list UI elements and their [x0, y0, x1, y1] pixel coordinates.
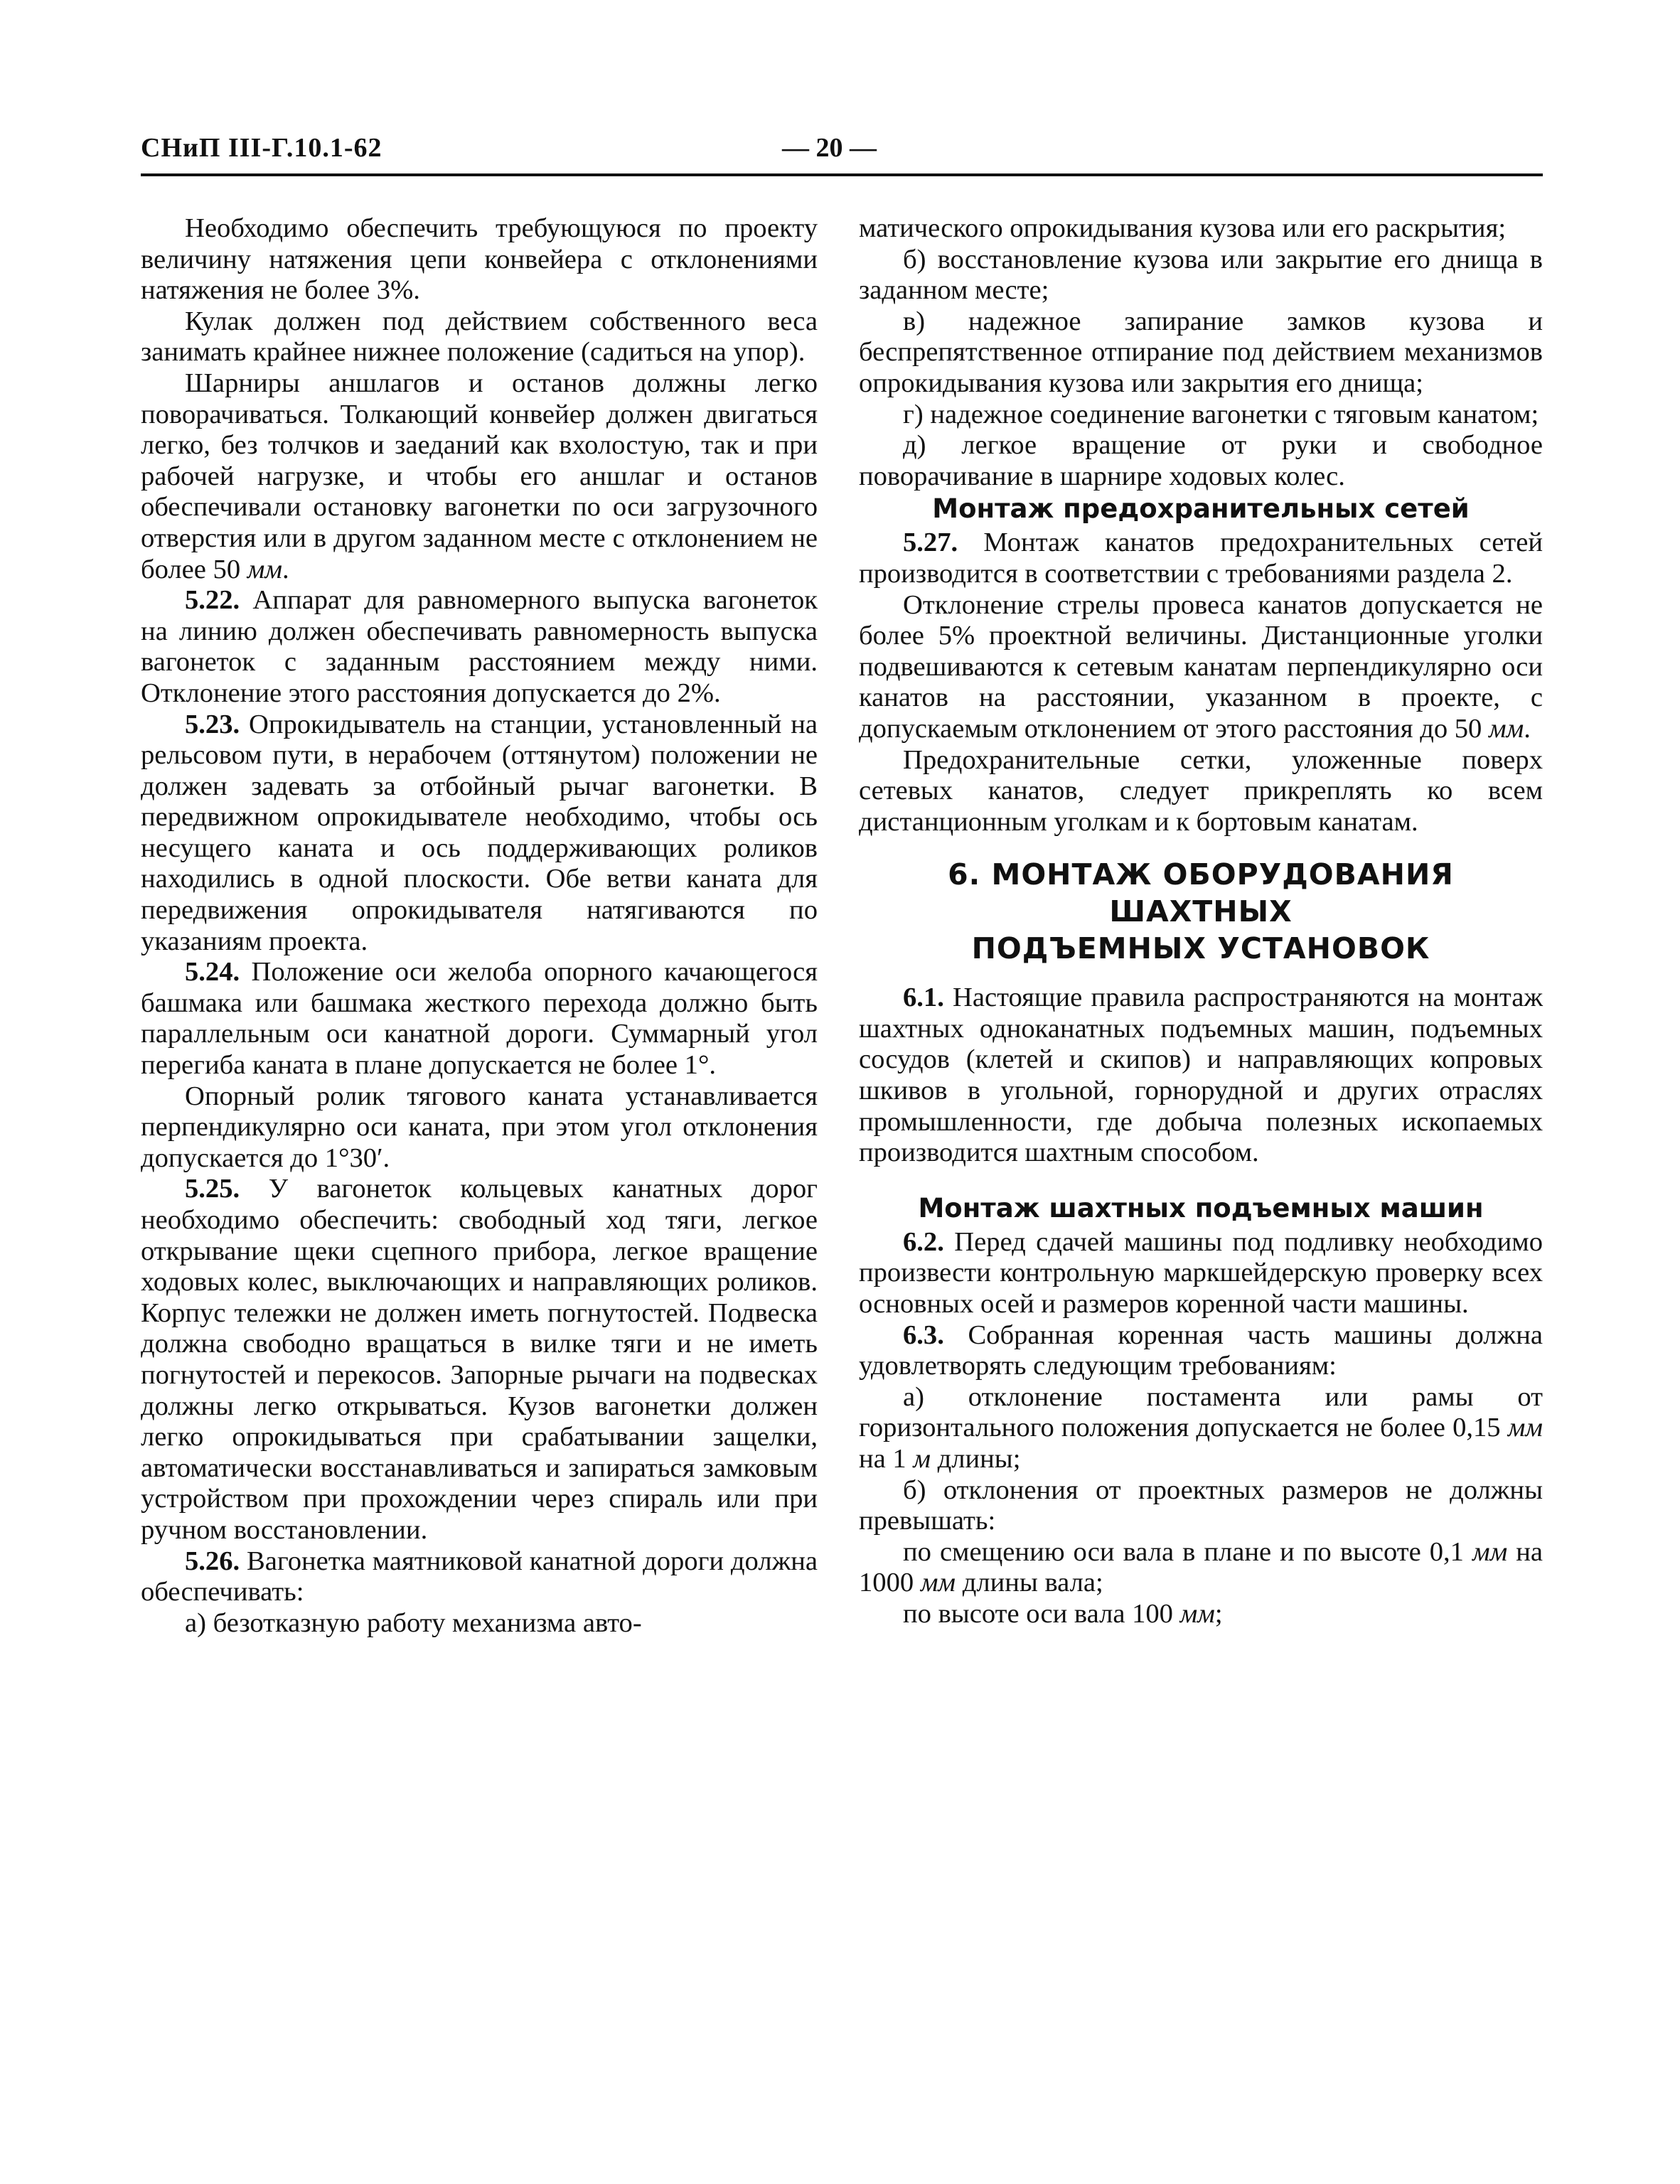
list-item-g: г) надежное соединение вагонетки с тяговым канатом; — [903, 399, 1539, 429]
paragraph-sag: Отклонение стрелы провеса канатов допускается не более 5% проектной величины. Дистанционные уголки подвешиваются к сетевым канатам перпендикулярно оси канатов на расстоянии, указанном в проекте, с допускаемым отклонением от этого расстояния до 50 мм. — [859, 589, 1543, 744]
clause-6-2: 6.2. Перед сдачей машины под подливку необходимо произвести контрольную маркшейдерскую проверку всех основных осей и размеров коренной части машины. — [859, 1226, 1543, 1320]
header-rule — [141, 173, 1543, 176]
clause-5-24: 5.24. Положение оси желоба опорного качающегося башмака или башмака жесткого перехода должно быть параллельным оси канатной дороги. Суммарный угол перегиба каната в плане допускается не более 1°. — [141, 957, 818, 1081]
list-item-d: д) легкое вращение от руки и свободное поворачивание в шарнире ходовых колес. — [859, 430, 1543, 491]
list-item-a: а) безотказную работу механизма авто- — [185, 1607, 642, 1638]
clause-5-25: 5.25. У вагонеток кольцевых канатных дорог необходимо обеспечить: свободный ход тяги, легкое открывание щеки сцепного прибора, легкое вращение ходовых колес, выключающих и направляющих роликов. Корпус тележки не должен иметь погнутостей. Подвеска должна свободно вращаться в вилке тяги и не иметь погнутостей и перекосов. Запорные рычаги на подвесках должны легко открываться. Кузов вагонетки должен легко опрокидываться при срабатывании защелки, автоматически восстанавливаться и запираться замковым устройством при прохождении через спираль или при ручном восстановлении. — [141, 1174, 818, 1545]
clause-number: 6.1. — [903, 983, 944, 1013]
paragraph-support-roller: Опорный ролик тягового каната устанавливается перпендикулярно оси каната, при этом угол отклонения допускается до 1°30′. — [141, 1081, 818, 1173]
clause-5-23: 5.23. Опрокидыватель на станции, установленный на рельсовом пути, в нерабочем (оттянутом) положении не должен задевать за отбойный рычаг вагонетки. В передвижном опрокидывателе необходимо, чтобы ось несущего каната и ось поддерживающих роликов находились в одной плоскости. Обе ветви каната для передвижения опрокидывателя натягиваются по указаниям проекта. — [141, 709, 818, 956]
subheading-hoisting-machines: Монтаж шахтных подъемных машин — [918, 1192, 1484, 1224]
unit-mm: мм — [247, 554, 283, 584]
clause-5-27: 5.27. Монтаж канатов предохранительных сетей производится в соответствии с требованиями раздела 2. — [859, 528, 1543, 589]
unit-mm: мм — [1472, 1536, 1508, 1567]
paragraph-cam: Кулак должен под действием собственного веса занимать крайнее нижнее положение (садиться на упор). — [141, 306, 818, 368]
clause-number: 5.23. — [185, 709, 240, 739]
unit-mm: мм — [920, 1568, 956, 1598]
requirement-shaft-offset: по смещению оси вала в плане и по высоте 0,1 мм на 1000 мм длины вала; — [859, 1536, 1543, 1598]
paragraph-mesh: Предохранительные сетки, уложенные поверх сетевых канатов, следует прикреплять ко всем дистанционным уголкам и к бортовым канатам. — [859, 744, 1543, 837]
unit-mm: мм — [1507, 1413, 1543, 1443]
left-column — [141, 213, 818, 1639]
clause-number: 5.22. — [185, 585, 240, 616]
unit-mm: мм — [1179, 1598, 1215, 1629]
page-number: — 20 — — [782, 133, 877, 163]
clause-number: 5.24. — [185, 957, 240, 987]
paragraph-chain-tension: Необходимо обеспечить требующуюся по проекту величину натяжения цепи конвейера с отклонениями натяжения не более 3%. — [141, 213, 818, 306]
clause-6-1: 6.1. Настоящие правила распространяются на монтаж шахтных одноканатных подъемных машин, подъемных сосудов (клетей и скипов) и направляющих копровых шкивов в угольной, горнорудной и других отраслях промышленности, где добыча полезных ископаемых производится шахтным способом. — [859, 983, 1543, 1168]
document-code: СНиП III-Г.10.1-62 — [141, 133, 382, 163]
right-column — [859, 213, 1543, 1630]
page-header — [141, 127, 1543, 176]
list-item-a-6-3: а) отклонение постамента или рамы от горизонтального положения допускается не более 0,15 мм на 1 м длины; — [859, 1381, 1543, 1474]
subheading-safety-nets: Монтаж предохранительных сетей — [932, 493, 1470, 525]
clause-6-3: 6.3. Собранная коренная часть машины должна удовлетворять следующим требованиям: — [859, 1320, 1543, 1381]
section-heading-6: 6. МОНТАЖ ОБОРУДОВАНИЯ ШАХТНЫХ ПОДЪЕМНЫХ УСТАНОВОК — [948, 857, 1454, 966]
unit-m: м — [913, 1444, 931, 1474]
clause-number: 5.27. — [903, 528, 958, 558]
unit-mm: мм — [1488, 713, 1524, 744]
requirement-shaft-height: по высоте оси вала 100 мм; — [903, 1598, 1223, 1629]
clause-5-22: 5.22. Аппарат для равномерного выпуска вагонеток на линию должен обеспечивать равномерность выпуска вагонеток с заданным расстоянием между ними. Отклонение этого расстояния допускается до 2%. — [141, 585, 818, 708]
clause-number: 5.26. — [185, 1546, 240, 1576]
paragraph-hinges: Шарниры аншлагов и останов должны легко поворачиваться. Толкающий конвейер должен двигаться легко, без толчков и заеданий как вхолостую, так и при рабочей нагрузке, и чтобы его аншлаг и останов обеспечивали остановку вагонетки по оси загрузочного отверстия или в другом заданном месте с отклонением не более 50 мм. — [141, 368, 818, 584]
clause-number: 6.3. — [903, 1320, 944, 1350]
clause-number: 5.25. — [185, 1174, 240, 1204]
clause-number: 6.2. — [903, 1226, 944, 1257]
list-item-b-6-3: б) отклонения от проектных размеров не должны превышать: — [859, 1474, 1543, 1536]
clause-5-26: 5.26. Вагонетка маятниковой канатной дороги должна обеспечивать: — [141, 1546, 818, 1607]
list-item-b: б) восстановление кузова или закрытие его днища в заданном месте; — [859, 244, 1543, 306]
list-item-v: в) надежное запирание замков кузова и беспрепятственное отпирание под действием механизмов опрокидывания кузова или закрытия его днища; — [859, 306, 1543, 398]
paragraph-continuation: матического опрокидывания кузова или его раскрытия; — [859, 213, 1507, 243]
